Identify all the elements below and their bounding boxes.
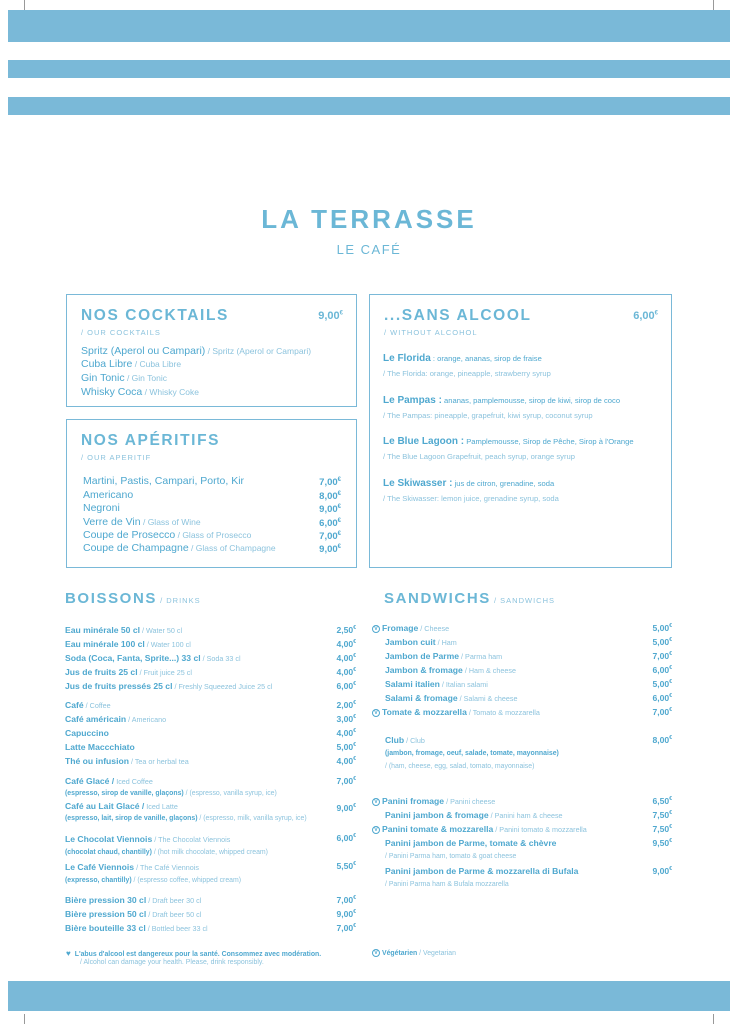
drink-item: Bière bouteille 33 cl / Bottled beer 33 cl [65, 923, 208, 933]
sandwich-price: 6,00€ [652, 693, 672, 703]
panini-price: 6,50€ [652, 796, 672, 806]
panini-item: V Panini fromage / Panini cheese [372, 796, 495, 806]
drink-price: 7,00€ [336, 923, 356, 933]
drink-desc: (expresso, chantilly) / (espresso coffee, whipped cream) [65, 877, 242, 884]
panini-price: 9,50€ [652, 838, 672, 848]
aperitif-price: 8,00€ [319, 491, 341, 503]
sandwich-price: 7,00€ [652, 651, 672, 661]
drink-item: Capuccino [65, 728, 109, 738]
mocktail-desc-en: / The Pampas: pineapple, grapefruit, kiwi syrup, coconut syrup [383, 411, 593, 420]
drink-item: Café au Lait Glacé / Iced Latte [65, 801, 178, 811]
crop-mark [713, 1014, 714, 1024]
drink-item: Le Café Viennois / The Café Viennois [65, 862, 199, 872]
sandwich-item: Salami & fromage / Salami & cheese [385, 693, 518, 703]
club-price: 8,00€ [652, 735, 672, 745]
mocktail-desc-en: / The Florida: orange, pineapple, strawberry syrup [383, 369, 551, 378]
mocktail-desc-en: / The Blue Lagoon Grapefruit, peach syrup, orange syrup [383, 452, 575, 461]
drink-price: 2,50€ [336, 625, 356, 635]
drink-item: Thé ou infusion / Tea or herbal tea [65, 756, 189, 766]
drink-desc: (chocolat chaud, chantilly) / (hot milk chocolate, whipped cream) [65, 849, 268, 856]
alcohol-warning: ♥ L'abus d'alcool est dangereux pour la santé. Consommez avec modération. [66, 949, 322, 958]
sans-alcool-title: ...SANS ALCOOL [384, 307, 532, 324]
vegetarian-icon: V [372, 826, 380, 834]
aperitif-price: 6,00€ [319, 518, 341, 530]
mocktail-item: Le Florida : orange, ananas, sirop de fraise [383, 353, 542, 364]
drink-item: Eau minérale 100 cl / Water 100 cl [65, 639, 191, 649]
cocktail-item: Spritz (Aperol ou Campari) / Spritz (Aperol or Campari) [81, 345, 312, 357]
aperitif-price: 9,00€ [319, 504, 341, 516]
drink-price: 4,00€ [336, 667, 356, 677]
mocktail-desc-en: / The Skiwasser: lemon juice, grenadine syrup, soda [383, 494, 559, 503]
vegetarian-icon: V [372, 949, 380, 957]
aperitif-item: Negroni [83, 502, 120, 514]
drink-item: Bière pression 30 cl / Draft beer 30 cl [65, 895, 202, 905]
aperitif-price: 7,00€ [319, 531, 341, 543]
middle-stripe [8, 60, 730, 78]
aperitif-item: Coupe de Champagne / Glass of Champagne [83, 542, 276, 554]
drink-item: Jus de fruits pressés 25 cl / Freshly Squeezed Juice 25 cl [65, 681, 273, 691]
vegetarian-icon: V [372, 798, 380, 806]
panini-item: Panini jambon de Parme, tomate & chèvre [385, 838, 557, 848]
crop-mark [24, 1014, 25, 1024]
sandwich-price: 6,00€ [652, 665, 672, 675]
drink-price: 4,00€ [336, 653, 356, 663]
heart-icon: ♥ [66, 949, 71, 958]
cocktail-item: Cuba Libre / Cuba Libre [81, 358, 182, 370]
bottom-stripe [8, 981, 730, 1011]
sandwich-price: 7,00€ [652, 707, 672, 717]
boissons-title: BOISSONS / DRINKS [65, 590, 201, 607]
drink-price: 7,00€ [336, 776, 356, 786]
third-stripe [8, 97, 730, 115]
vegetarian-icon: V [372, 625, 380, 633]
sandwich-price: 5,00€ [652, 637, 672, 647]
drink-price: 5,50€ [336, 861, 356, 871]
drink-desc: (espresso, sirop de vanille, glaçons) / (espresso, vanilla syrup, ice) [65, 790, 277, 797]
panini-item: Panini jambon & fromage / Panini ham & cheese [385, 810, 563, 820]
panini-item: V Panini tomate & mozzarella / Panini tomato & mozzarella [372, 824, 587, 834]
drink-item: Café américain / Americano [65, 714, 167, 724]
drink-price: 6,00€ [336, 681, 356, 691]
cocktail-item: Whisky Coca / Whisky Coke [81, 386, 199, 398]
mocktail-item: Le Skiwasser : jus de citron, grenadine, soda [383, 478, 555, 489]
page-title: LA TERRASSE [261, 204, 477, 234]
cocktails-price: 9,00€ [318, 310, 343, 322]
vegetarian-legend: V Végétarien / Vegetarian [372, 949, 456, 957]
club-desc-en: / (ham, cheese, egg, salad, tomato, mayonnaise) [385, 763, 535, 770]
sandwich-item: V Tomate & mozzarella / Tomato & mozzarella [372, 707, 540, 717]
drink-item: Café / Coffee [65, 700, 111, 710]
alcohol-warning-en: / Alcohol can damage your health. Please, drink responsibly. [80, 959, 264, 966]
crop-mark [713, 0, 714, 10]
drink-item: Jus de fruits 25 cl / Fruit juice 25 cl [65, 667, 192, 677]
crop-mark [24, 0, 25, 10]
mocktail-item: Le Blue Lagoon : Pamplemousse, Sirop de Pêche, Sirop à l'Orange [383, 436, 634, 447]
aperitif-item: Martini, Pastis, Campari, Porto, Kir [83, 475, 245, 487]
drink-item: Eau minérale 50 cl / Water 50 cl [65, 625, 183, 635]
drink-item: Café Glacé / Iced Coffee [65, 776, 153, 786]
drink-price: 9,00€ [336, 909, 356, 919]
aperitif-price: 7,00€ [319, 477, 341, 489]
cocktails-title: NOS COCKTAILS [81, 307, 229, 324]
sans-alcool-box [369, 294, 672, 568]
drink-price: 6,00€ [336, 833, 356, 843]
sandwich-item: V Fromage / Cheese [372, 623, 449, 633]
cocktails-box [66, 294, 357, 407]
panini-item: Panini jambon de Parme & mozzarella di Bufala [385, 866, 579, 876]
vegetarian-icon: V [372, 709, 380, 717]
aperitifs-title: NOS APÉRITIFS [81, 432, 221, 449]
sandwich-item: Jambon de Parme / Parma ham [385, 651, 503, 661]
drink-price: 9,00€ [336, 803, 356, 813]
panini-desc-en: / Panini Parma ham, tomato & goat cheese [385, 853, 517, 860]
panini-desc-en: / Panini Parma ham & Bufala mozzarella [385, 881, 509, 888]
drink-item: Latte Maccchiato [65, 742, 135, 752]
aperitif-item: Verre de Vin / Glass of Wine [83, 516, 201, 528]
sandwich-item: Jambon & fromage / Ham & cheese [385, 665, 516, 675]
drink-item: Soda (Coca, Fanta, Sprite...) 33 cl / Soda 33 cl [65, 653, 241, 663]
club-desc: (jambon, fromage, oeuf, salade, tomate, mayonnaise) [385, 750, 559, 757]
cocktail-item: Gin Tonic / Gin Tonic [81, 372, 167, 384]
drink-price: 4,00€ [336, 756, 356, 766]
panini-price: 7,50€ [652, 810, 672, 820]
drink-price: 3,00€ [336, 714, 356, 724]
drink-price: 4,00€ [336, 728, 356, 738]
top-stripe [8, 10, 730, 42]
sandwich-item: Salami italien / Italian salami [385, 679, 488, 689]
mocktail-item: Le Pampas : ananas, pamplemousse, sirop de kiwi, sirop de coco [383, 395, 621, 406]
sans-alcool-subtitle: / WITHOUT ALCOHOL [384, 328, 478, 337]
aperitif-item: Coupe de Prosecco / Glass of Prosecco [83, 529, 252, 541]
panini-price: 7,50€ [652, 824, 672, 834]
page-subtitle: LE CAFÉ [336, 242, 402, 257]
aperitif-price: 9,00€ [319, 544, 341, 556]
sans-alcool-price: 6,00€ [633, 310, 658, 322]
panini-price: 9,00€ [652, 866, 672, 876]
drink-price: 4,00€ [336, 639, 356, 649]
drink-item: Le Chocolat Viennois / The Chocolat Viennois [65, 834, 231, 844]
aperitif-item: Americano [83, 489, 134, 501]
drink-price: 5,00€ [336, 742, 356, 752]
sandwich-item: Jambon cuit / Ham [385, 637, 457, 647]
aperitifs-subtitle: / OUR APERITIF [81, 453, 152, 462]
drink-item: Bière pression 50 cl / Draft beer 50 cl [65, 909, 202, 919]
sandwichs-title: SANDWICHS / SANDWICHS [384, 590, 555, 607]
drink-price: 7,00€ [336, 895, 356, 905]
sandwich-price: 5,00€ [652, 679, 672, 689]
sandwich-price: 5,00€ [652, 623, 672, 633]
drink-desc: (espresso, lait, sirop de vanille, glaçons) / (espresso, milk, vanilla syrup, ice) [65, 815, 307, 822]
drink-price: 2,00€ [336, 700, 356, 710]
club-item: Club / Club [385, 735, 425, 745]
aperitifs-box [66, 419, 357, 568]
cocktails-subtitle: / OUR COCKTAILS [81, 328, 161, 337]
